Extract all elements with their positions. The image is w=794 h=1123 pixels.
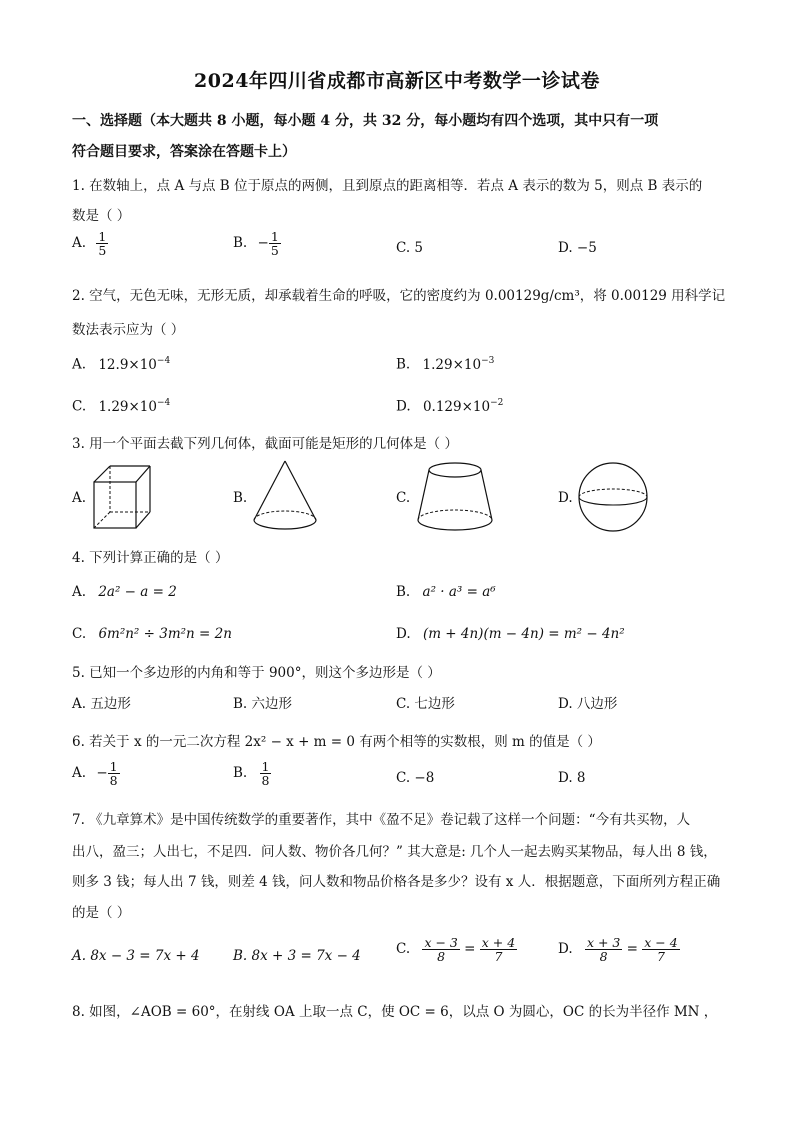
q5-option-c[interactable]: C. 七边形 — [396, 696, 455, 712]
q1-stem-line2: 数是（ ） — [72, 208, 131, 224]
q5-option-d[interactable]: D. 八边形 — [558, 696, 618, 712]
q7-d-equals: = — [626, 941, 638, 958]
q7-c-numerator-right: x + 4 — [481, 935, 516, 950]
q1-option-b-label: B. — [233, 235, 248, 252]
q1-option-a[interactable] — [72, 230, 108, 257]
q1-a-numerator: 1 — [98, 229, 107, 244]
q3-option-b-label[interactable]: B. — [233, 490, 248, 506]
q7-d-denominator-right: 7 — [642, 949, 679, 963]
q4-c-expression: 6m²n² ÷ 3m²n = 2n — [98, 626, 232, 642]
cone-figure — [250, 458, 320, 534]
q2-c-exponent: −4 — [157, 398, 171, 408]
q4-option-c[interactable] — [72, 626, 232, 642]
q6-option-a[interactable] — [72, 760, 120, 787]
q7-stem-line2: 出八，盈三；人出七，不足四．问人数、物价各几何？” 其大意是: 几个人一起去购买某物品，每人出 8 钱， — [72, 844, 717, 860]
q1-b-denominator: 5 — [270, 243, 279, 259]
q2-option-a[interactable] — [72, 356, 170, 373]
q6-option-a-label: A. — [72, 765, 87, 782]
q1-option-b[interactable] — [233, 230, 281, 257]
q6-b-denominator: 8 — [261, 773, 270, 789]
q4-stem-line1: 4. 下列计算正确的是（ ） — [72, 550, 229, 566]
q7-d-numerator-right: x − 4 — [644, 935, 678, 950]
q1-option-a-label: A. — [72, 235, 87, 252]
q4-option-a[interactable] — [72, 584, 177, 600]
q7-stem-line4: 的是（ ） — [72, 905, 131, 921]
q3-option-c-label[interactable]: C. — [396, 490, 411, 506]
q5-stem-line1: 5. 已知一个多边形的内角和等于 900°，则这个多边形是（ ） — [72, 665, 441, 681]
q6-option-b[interactable] — [233, 760, 271, 787]
q7-option-b[interactable]: B. 8x + 3 = 7x − 4 — [233, 948, 361, 964]
q1-option-d[interactable]: D. −5 — [558, 240, 597, 256]
q2-c-base: 1.29×10 — [98, 398, 157, 415]
q7-option-c-label: C. — [396, 941, 411, 958]
q3-option-d-label[interactable]: D. — [558, 490, 573, 506]
q2-d-exponent: −2 — [490, 398, 504, 408]
q7-stem-line1: 7. 《九章算术》是中国传统数学的重要著作，其中《盈不足》卷记载了这样一个问题：“今有共买物，人 — [72, 812, 691, 828]
q2-stem-line1: 2. 空气，无色无味，无形无质，却承载着生命的呼吸，它的密度约为 0.00129g/cm³，将 0.00129 用科学记 — [72, 288, 726, 304]
q4-option-a-label: A. — [72, 584, 87, 600]
q2-option-d[interactable] — [396, 398, 503, 415]
q1-a-denominator: 5 — [98, 243, 107, 259]
q7-d-numerator-left: x + 3 — [586, 935, 621, 950]
q4-b-expression: a² · a³ = a⁶ — [422, 584, 496, 600]
q5-option-b[interactable]: B. 六边形 — [233, 696, 293, 712]
q8-stem-line1: 8. 如图，∠AOB = 60°，在射线 OA 上取一点 C，使 OC = 6，以点 O 为圆心，OC 的长为半径作 MN ， — [72, 1004, 718, 1020]
q6-b-numerator: 1 — [261, 759, 270, 774]
q2-option-b[interactable] — [396, 356, 494, 373]
q4-option-b[interactable] — [396, 584, 496, 600]
q7-c-numerator-left: x − 3 — [424, 935, 458, 950]
q7-option-d[interactable] — [558, 936, 680, 963]
q7-c-denominator-right: 7 — [480, 949, 517, 963]
q5-option-a[interactable]: A. 五边形 — [72, 696, 131, 712]
q7-option-a[interactable]: A. 8x − 3 = 7x + 4 — [72, 948, 200, 964]
section-heading-line1: 一、选择题（本大题共 8 小题，每小题 4 分，共 32 分，每小题均有四个选项，其中只有一项 — [72, 113, 659, 129]
q7-option-d-label: D. — [558, 941, 573, 958]
cube-figure — [88, 462, 154, 532]
q2-d-base: 0.129×10 — [422, 398, 491, 415]
q6-stem-line1: 6. 若关于 x 的一元二次方程 2x² − x + m = 0 有两个相等的实数根，则 m 的值是（ ） — [72, 734, 601, 750]
q6-a-denominator: 8 — [109, 773, 118, 789]
q2-option-d-label: D. — [396, 398, 411, 415]
q2-option-c[interactable] — [72, 398, 170, 415]
q2-a-base: 12.9×10 — [98, 356, 157, 373]
q2-stem-line2: 数法表示应为（ ） — [72, 322, 185, 338]
q6-a-sign: − — [96, 765, 108, 782]
q1-stem-line1: 1. 在数轴上，点 A 与点 B 位于原点的两侧，且到原点的距离相等．若点 A 表示的数为 5，则点 B 表示的 — [72, 178, 703, 194]
q7-option-c[interactable] — [396, 936, 517, 963]
q2-b-exponent: −3 — [481, 356, 495, 366]
q3-option-a-label[interactable]: A. — [72, 490, 87, 506]
sphere-figure — [576, 460, 650, 534]
q1-option-c[interactable]: C. 5 — [396, 240, 424, 256]
q6-a-numerator: 1 — [109, 759, 118, 774]
q4-option-c-label: C. — [72, 626, 87, 642]
q2-option-a-label: A. — [72, 356, 87, 373]
q7-stem-line3: 则多 3 钱；每人出 7 钱，则差 4 钱，问人数和物品价格各是多少？设有 x 人．根据题意，下面所列方程正确 — [72, 874, 721, 890]
q4-option-d[interactable] — [396, 626, 625, 642]
q4-a-expression: 2a² − a = 2 — [98, 584, 177, 600]
q2-a-exponent: −4 — [156, 356, 171, 366]
q7-c-denominator-left: 8 — [422, 949, 459, 963]
q7-c-equals: = — [464, 941, 476, 958]
q1-b-numerator: 1 — [270, 229, 279, 244]
q2-b-base: 1.29×10 — [422, 356, 482, 373]
q3-stem-line1: 3. 用一个平面去截下列几何体，截面可能是矩形的几何体是（ ） — [72, 436, 458, 452]
q4-d-expression: (m + 4n)(m − 4n) = m² − 4n² — [422, 626, 625, 642]
q4-option-b-label: B. — [396, 584, 411, 600]
q2-option-c-label: C. — [72, 398, 87, 415]
q1-b-sign: − — [257, 235, 269, 252]
q7-d-denominator-left: 8 — [585, 949, 622, 963]
q6-option-d[interactable]: D. 8 — [558, 770, 586, 786]
page-title: 2024年四川省成都市高新区中考数学一诊试卷 — [194, 70, 600, 92]
q6-option-b-label: B. — [233, 765, 248, 782]
frustum-figure — [414, 460, 496, 534]
q6-option-c[interactable]: C. −8 — [396, 770, 435, 786]
q4-option-d-label: D. — [396, 626, 411, 642]
q2-option-b-label: B. — [396, 356, 411, 373]
section-heading-line2: 符合题目要求，答案涂在答题卡上） — [72, 144, 296, 160]
